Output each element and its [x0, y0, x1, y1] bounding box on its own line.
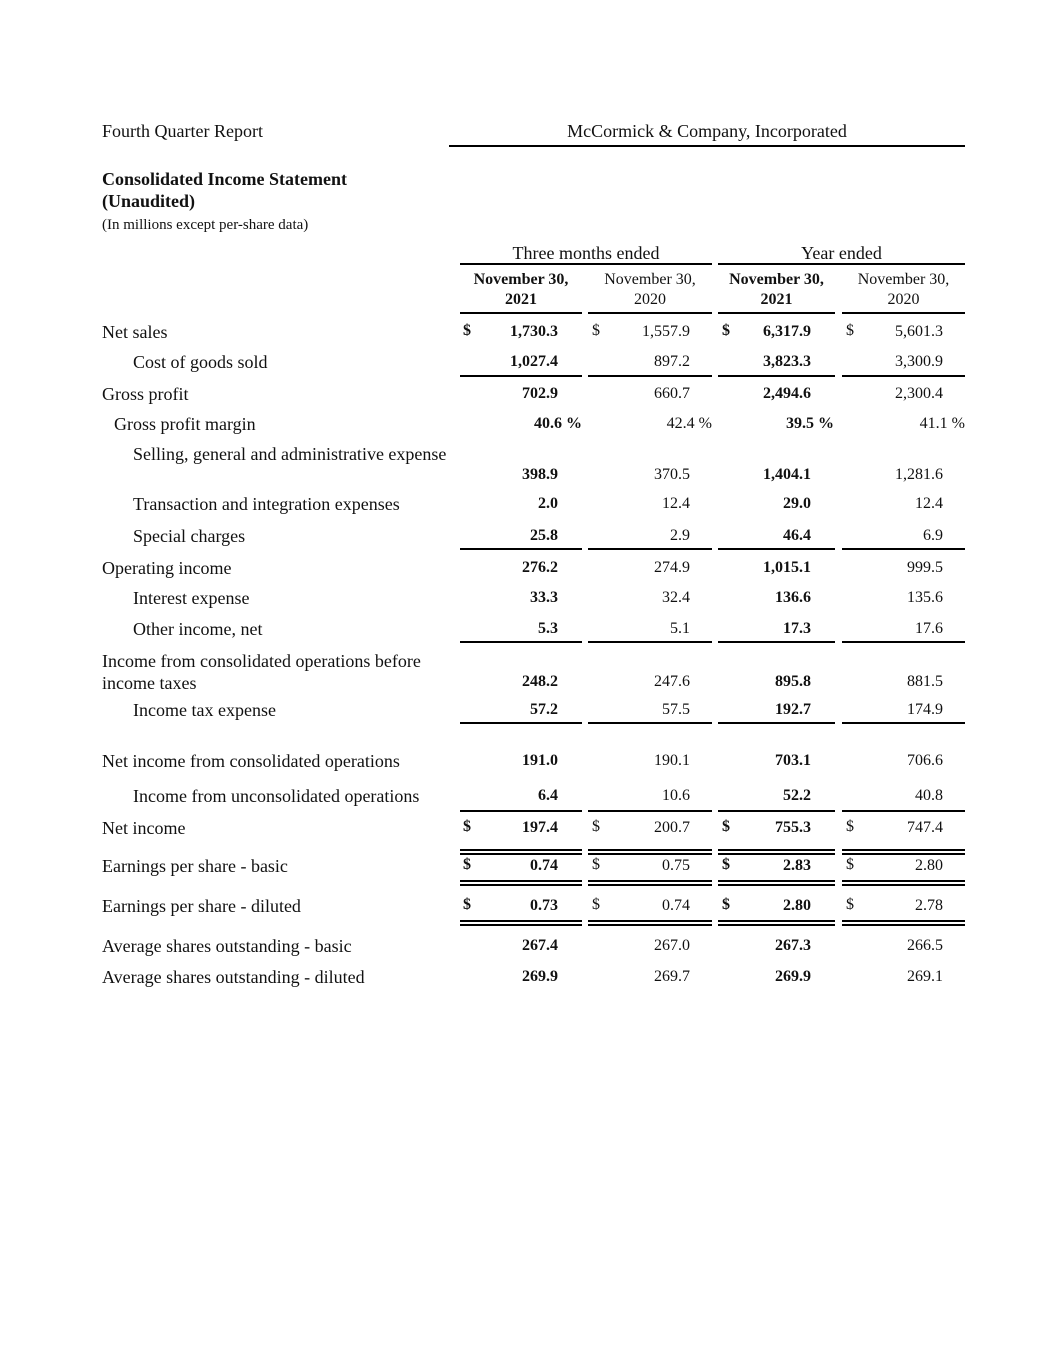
column-header-line: November 30,	[473, 271, 569, 288]
value-operating-income-col1: 276.2	[522, 559, 558, 576]
value-eps-basic-col1: 0.74	[530, 857, 558, 874]
value-transaction-integration-expenses-col1: 2.0	[538, 495, 558, 512]
double-underline-rule	[842, 849, 965, 855]
value-net-sales-col4: 5,601.3	[895, 323, 943, 340]
value-sga-expense-col3: 1,404.1	[763, 466, 811, 483]
row-label-sga-expense: Selling, general and administrative expense	[133, 444, 447, 464]
group-header-three-months: Three months ended	[460, 243, 712, 265]
value-income-unconsolidated-col3: 52.2	[783, 787, 811, 804]
currency-symbol: $	[463, 896, 471, 913]
currency-symbol: $	[463, 818, 471, 835]
value-gross-profit-margin-col2: 42.4 %	[666, 415, 712, 432]
value-net-income-col3: 755.3	[775, 819, 811, 836]
column-header-line: November 30,	[729, 271, 824, 288]
underline-rule	[588, 641, 712, 643]
underline-rule	[718, 375, 835, 377]
value-eps-diluted-col1: 0.73	[530, 897, 558, 914]
value-special-charges-col1: 25.8	[530, 527, 558, 544]
value-operating-income-col4: 999.5	[907, 559, 943, 576]
row-label-operating-income: Operating income	[102, 558, 232, 578]
underline-rule	[460, 722, 582, 724]
column-header-year: 2021	[760, 291, 793, 308]
value-net-income-col4: 747.4	[907, 819, 943, 836]
double-underline-rule	[588, 880, 712, 886]
column-header-q-2021	[460, 270, 582, 314]
underline-rule	[588, 810, 712, 812]
currency-symbol: $	[463, 856, 471, 873]
currency-symbol: $	[722, 818, 730, 835]
currency-symbol: $	[592, 322, 600, 339]
value-avg-shares-diluted-col3: 269.9	[775, 968, 811, 985]
underline-rule	[842, 722, 965, 724]
value-income-unconsolidated-col2: 10.6	[662, 787, 690, 804]
underline-rule	[460, 375, 582, 377]
row-label-special-charges: Special charges	[133, 526, 246, 546]
row-label-gross-profit: Gross profit	[102, 384, 189, 404]
value-eps-diluted-col4: 2.78	[915, 897, 943, 914]
value-net-sales-col3: 6,317.9	[763, 323, 811, 340]
value-income-before-taxes-col2: 247.6	[654, 673, 690, 690]
value-transaction-integration-expenses-col4: 12.4	[915, 495, 943, 512]
value-net-income-consolidated-col4: 706.6	[907, 752, 943, 769]
row-label-income-unconsolidated: Income from unconsolidated operations	[133, 786, 420, 806]
group-header-year: Year ended	[718, 243, 965, 265]
value-eps-diluted-col2: 0.74	[662, 897, 690, 914]
value-avg-shares-basic-col4: 266.5	[907, 937, 943, 954]
value-sga-expense-col1: 398.9	[522, 466, 558, 483]
double-underline-rule	[460, 920, 582, 926]
value-avg-shares-diluted-col2: 269.7	[654, 968, 690, 985]
currency-symbol: $	[722, 322, 730, 339]
column-header-y-2021	[718, 270, 835, 314]
value-interest-expense-col2: 32.4	[662, 589, 690, 606]
underline-rule	[588, 548, 712, 550]
value-gross-profit-col4: 2,300.4	[895, 385, 943, 402]
underline-rule	[588, 375, 712, 377]
row-label-eps-diluted: Earnings per share - diluted	[102, 896, 301, 916]
value-cost-of-goods-sold-col1: 1,027.4	[510, 353, 558, 370]
value-cost-of-goods-sold-col2: 897.2	[654, 353, 690, 370]
value-avg-shares-diluted-col4: 269.1	[907, 968, 943, 985]
row-label-other-income-net: Other income, net	[133, 619, 263, 639]
column-header-year: 2020	[887, 291, 920, 308]
currency-symbol: $	[463, 322, 471, 339]
company-name: McCormick & Company, Incorporated	[449, 121, 965, 147]
row-label-cost-of-goods-sold: Cost of goods sold	[133, 352, 268, 372]
underline-rule	[842, 548, 965, 550]
double-underline-rule	[588, 920, 712, 926]
value-avg-shares-basic-col2: 267.0	[654, 937, 690, 954]
value-income-tax-expense-col2: 57.5	[662, 701, 690, 718]
report-label: Fourth Quarter Report	[102, 121, 263, 141]
value-income-before-taxes-col4: 881.5	[907, 673, 943, 690]
double-underline-rule	[718, 849, 835, 855]
value-gross-profit-margin-col1: 40.6 %	[534, 415, 582, 432]
row-label-net-income: Net income	[102, 818, 186, 838]
value-transaction-integration-expenses-col2: 12.4	[662, 495, 690, 512]
row-label-avg-shares-basic: Average shares outstanding - basic	[102, 936, 352, 956]
column-header-y-2020	[842, 270, 965, 314]
value-net-income-consolidated-col3: 703.1	[775, 752, 811, 769]
value-eps-basic-col3: 2.83	[783, 857, 811, 874]
value-income-unconsolidated-col1: 6.4	[538, 787, 558, 804]
column-header-q-2020	[588, 270, 712, 314]
row-label-net-income-consolidated: Net income from consolidated operations	[102, 751, 400, 771]
underline-rule	[718, 548, 835, 550]
value-income-before-taxes-col1: 248.2	[522, 673, 558, 690]
value-income-before-taxes-col3: 895.8	[775, 673, 811, 690]
value-operating-income-col2: 274.9	[654, 559, 690, 576]
value-cost-of-goods-sold-col3: 3,823.3	[763, 353, 811, 370]
double-underline-rule	[718, 920, 835, 926]
double-underline-rule	[588, 849, 712, 855]
value-gross-profit-col1: 702.9	[522, 385, 558, 402]
row-label-net-sales: Net sales	[102, 322, 168, 342]
value-net-income-consolidated-col2: 190.1	[654, 752, 690, 769]
currency-symbol: $	[592, 896, 600, 913]
value-gross-profit-col3: 2,494.6	[763, 385, 811, 402]
row-label-avg-shares-diluted: Average shares outstanding - diluted	[102, 967, 365, 987]
value-income-tax-expense-col1: 57.2	[530, 701, 558, 718]
double-underline-rule	[718, 880, 835, 886]
currency-symbol: $	[592, 818, 600, 835]
value-special-charges-col2: 2.9	[670, 527, 690, 544]
value-net-sales-col1: 1,730.3	[510, 323, 558, 340]
value-gross-profit-margin-col4: 41.1 %	[919, 415, 965, 432]
value-eps-basic-col2: 0.75	[662, 857, 690, 874]
underline-rule	[460, 810, 582, 812]
double-underline-rule	[842, 920, 965, 926]
value-other-income-net-col2: 5.1	[670, 620, 690, 637]
currency-symbol: $	[846, 856, 854, 873]
row-label-income-tax-expense: Income tax expense	[133, 700, 276, 720]
value-interest-expense-col3: 136.6	[775, 589, 811, 606]
underline-rule	[718, 810, 835, 812]
double-underline-rule	[460, 849, 582, 855]
currency-symbol: $	[846, 896, 854, 913]
value-income-tax-expense-col3: 192.7	[775, 701, 811, 718]
statement-title: Consolidated Income Statement (Unaudited)	[102, 169, 347, 211]
row-label-interest-expense: Interest expense	[133, 588, 250, 608]
underline-rule	[718, 722, 835, 724]
statement-subtitle: (In millions except per-share data)	[102, 217, 309, 233]
underline-rule	[842, 810, 965, 812]
value-net-sales-col2: 1,557.9	[642, 323, 690, 340]
value-transaction-integration-expenses-col3: 29.0	[783, 495, 811, 512]
value-income-unconsolidated-col4: 40.8	[915, 787, 943, 804]
row-label-income-before-taxes: Income from consolidated operations before income taxes	[102, 651, 421, 693]
value-sga-expense-col4: 1,281.6	[895, 466, 943, 483]
value-net-income-col1: 197.4	[522, 819, 558, 836]
value-net-income-col2: 200.7	[654, 819, 690, 836]
value-avg-shares-basic-col1: 267.4	[522, 937, 558, 954]
column-header-year: 2021	[505, 291, 537, 308]
underline-rule	[588, 722, 712, 724]
value-eps-basic-col4: 2.80	[915, 857, 943, 874]
column-header-line: November 30,	[604, 271, 696, 288]
column-header-line: November 30,	[857, 271, 950, 288]
currency-symbol: $	[722, 856, 730, 873]
underline-rule	[460, 641, 582, 643]
value-other-income-net-col4: 17.6	[915, 620, 943, 637]
value-avg-shares-basic-col3: 267.3	[775, 937, 811, 954]
double-underline-rule	[460, 880, 582, 886]
value-other-income-net-col3: 17.3	[783, 620, 811, 637]
currency-symbol: $	[846, 322, 854, 339]
underline-rule	[842, 641, 965, 643]
value-eps-diluted-col3: 2.80	[783, 897, 811, 914]
value-net-income-consolidated-col1: 191.0	[522, 752, 558, 769]
currency-symbol: $	[722, 896, 730, 913]
row-label-gross-profit-margin: Gross profit margin	[114, 414, 256, 434]
currency-symbol: $	[592, 856, 600, 873]
value-special-charges-col4: 6.9	[923, 527, 943, 544]
underline-rule	[718, 641, 835, 643]
underline-rule	[460, 548, 582, 550]
value-gross-profit-margin-col3: 39.5 %	[786, 415, 834, 432]
value-gross-profit-col2: 660.7	[654, 385, 690, 402]
value-cost-of-goods-sold-col4: 3,300.9	[895, 353, 943, 370]
column-header-year: 2020	[634, 291, 666, 308]
value-income-tax-expense-col4: 174.9	[907, 701, 943, 718]
value-operating-income-col3: 1,015.1	[763, 559, 811, 576]
value-special-charges-col3: 46.4	[783, 527, 811, 544]
row-label-eps-basic: Earnings per share - basic	[102, 856, 288, 876]
value-sga-expense-col2: 370.5	[654, 466, 690, 483]
double-underline-rule	[842, 880, 965, 886]
value-avg-shares-diluted-col1: 269.9	[522, 968, 558, 985]
underline-rule	[842, 375, 965, 377]
value-interest-expense-col4: 135.6	[907, 589, 943, 606]
row-label-transaction-integration-expenses: Transaction and integration expenses	[133, 494, 400, 514]
value-other-income-net-col1: 5.3	[538, 620, 558, 637]
currency-symbol: $	[846, 818, 854, 835]
value-interest-expense-col1: 33.3	[530, 589, 558, 606]
